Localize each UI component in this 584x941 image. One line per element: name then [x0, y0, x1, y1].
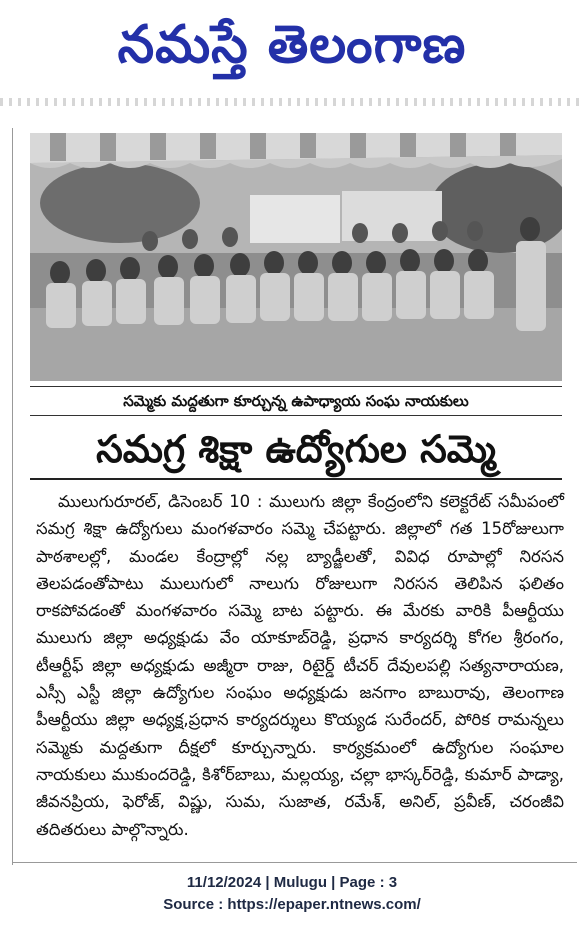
footer-date-edition: 11/12/2024 | Mulugu | Page : 3 [186, 874, 398, 891]
top-divider [0, 98, 584, 106]
newspaper-logo: నమస్తే తెలంగాణ [117, 14, 467, 75]
article-photo [30, 133, 562, 381]
bottom-divider [12, 862, 577, 863]
article-body: ములుగురూరల్, డిసెంబర్ 10 : ములుగు జిల్లా కేంద్రంలోని కలెక్టరేట్ సమీపంలో సమగ్ర శిక్షా ఉద్యోగులు మంగళవారం సమ్మె చేపట్టారు. జిల్లాలో గత 15రోజులుగా పాఠశాలల్లో, మండల కేంద్రాల్లో నల్ల బ్యాడ్జీలతో, వివిధ రూపాల్లో నిరసన తెలపడంతోపాటు ములుగులో నాలుగు రోజులుగా నిరసన తెలిపిన ఫలితం రాకపోవడంతో మంగళవారం సమ్మె బాట పట్టారు. ఈ మేరకు వారికి పీఆర్టీయు ములుగు జిల్లా అధ్యక్షుడు వేం యాకూబ్‌రెడ్డి, ప్రధాన కార్యదర్శి కోగల శ్రీరంగం, టీఆర్టీఫ్ జిల్లా అధ్యక్షుడు అజ్మీరా రాజు, రిటైర్డ్ టీచర్ దేవులపల్లి సత్యనారాయణ, ఎస్సీ ఎస్టీ జిల్లా ఉద్యోగుల సంఘం అధ్యక్షుడు జనగాం బాబురావు, తెలంగాణ పీఆర్టీయు జిల్లా అధ్యక్ష,ప్రధాన కార్యదర్శులు కొయ్యడ సురేందర్, పోరిక రామన్నలు సమ్మెకు మద్దతుగా దీక్షలో కూర్చున్నారు. కార్యక్రమంలో ఉద్యోగుల సంఘాల నాయకులు ముకుందరెడ్డి, కిశోర్‌బాబు, మల్లయ్య, చల్లా భాస్కర్‌రెడ్డి, కుమార్ పాడ్యా, జీవనప్రియ, ఫెరోజ్, విష్ణు, సుమ, సుజాత, రమేశ్, అనిల్, ప్రవీణ్, చరంజీవి తదితరులు పాల్గొన్నారు. [36, 492, 564, 839]
photo-caption: సమ్మెకు మద్దతుగా కూర్చున్న ఉపాధ్యాయ సంఘ నాయకులు [30, 386, 562, 416]
left-border [12, 128, 13, 865]
footer-source-link[interactable]: Source : https://epaper.ntnews.com/ [163, 896, 421, 913]
article-headline: సమగ్ర శిక్షా ఉద్యోగుల సమ్మె [30, 420, 562, 480]
page-footer [0, 872, 584, 916]
masthead [0, 0, 584, 95]
